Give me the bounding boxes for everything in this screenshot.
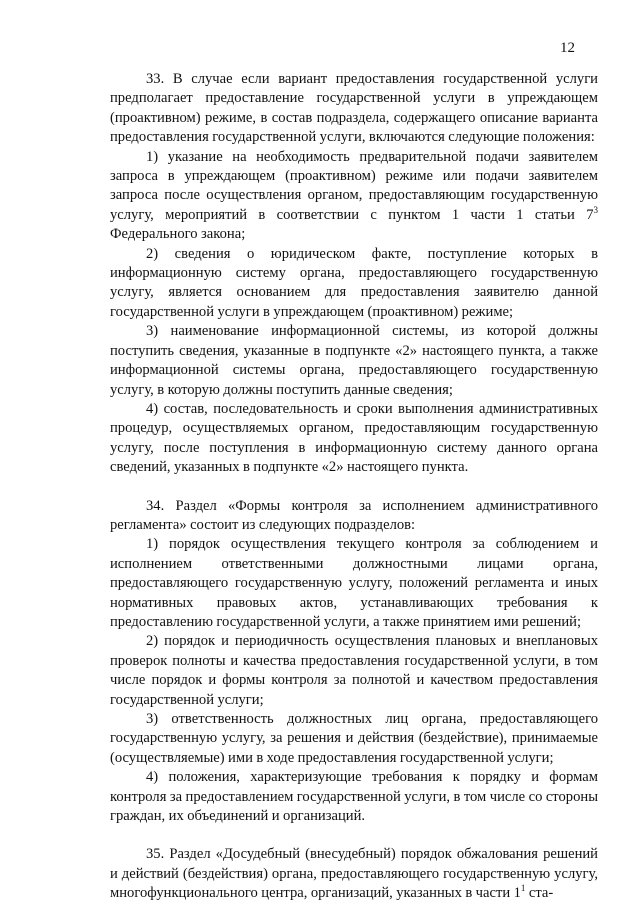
paragraph-34-intro: 34. Раздел «Формы контроля за исполнением административного регламента» состоит из следующих подразделов:	[110, 497, 598, 533]
paragraph-34-item-1: 1) порядок осуществления текущего контроля за соблюдением и исполнением ответственными должностными лицами органа, предоставляющего государственную услугу, положений регламента и иных нормативных правовых актов, устанавливающих требования к предоставлению государственной услуги, а также принятием ими решений;	[110, 536, 598, 630]
paragraph-34-item-4: 4) положения, характеризующие требования к порядку и формам контроля за предоставлением государственной услуги, в том числе со стороны граждан, их объединений и организаций.	[110, 769, 598, 825]
superscript: 3	[593, 204, 598, 215]
item-text-end: Федерального закона;	[110, 226, 246, 243]
paragraph-33-intro: 33. В случае если вариант предоставления государственной услуги предполагает предоставление государственной услуги в упреждающем (проактивном) режиме, в состав подраздела, содержащего описание варианта предоставления государственной услуги, включаются следующие положения:	[110, 71, 598, 146]
paragraph-text-end: ста-	[525, 885, 554, 902]
superscript: 1	[520, 883, 526, 894]
paragraph-text: 35. Раздел «Досудебный (внесудебный) порядок обжалования решений и действий (бездействия) органа, предоставляющего государственную услугу, многофункционального центра, организаций, указанных в части 1	[110, 846, 598, 902]
paragraph-34-item-2: 2) порядок и периодичность осуществления плановых и внеплановых проверок полноты и качества предоставления государственной услуги, в том числе порядок и формы контроля за полнотой и качеством предоставления государственной услуги;	[110, 633, 598, 708]
document-body	[110, 70, 598, 904]
paragraph-34-item-3: 3) ответственность должностных лиц органа, предоставляющего государственную услугу, за решения и действия (бездействие), принимаемые (осуществляемые) ими в ходе предоставления государственной услуги;	[110, 711, 598, 766]
paragraph-33-item-3: 3) наименование информационной системы, из которой должны поступить сведения, указанные в подпункте «2» настоящего пункта, а также информационной системы органа, предоставляющего государственную услугу, в которую должны поступить данные сведения;	[110, 323, 598, 398]
item-text: 1) указание на необходимость предварительной подачи заявителем запроса в упреждающем (проактивном) режиме или подачи заявителем запроса после осуществления органом, предоставляющим государственную услугу, мероприятий в соответствии с пунктом 1 части 1 статьи 7	[110, 148, 598, 223]
paragraph-35-intro	[110, 845, 598, 903]
paragraph-33-item-2: 2) сведения о юридическом факте, поступление которых в информационную систему органа, предоставляющего государственную услугу, является основанием для предоставления заявителю данной государственной услуги в упреждающем (проактивном) режиме;	[110, 245, 598, 320]
paragraph-33-item-4: 4) состав, последовательность и сроки выполнения административных процедур, осуществляемых органом, предоставляющим государственную услугу, после поступления в информационную систему данного органа сведений, указанных в подпункте «2» настоящего пункта.	[110, 400, 598, 476]
paragraph-33-item-1	[110, 148, 598, 245]
page-number: 12	[560, 40, 575, 56]
